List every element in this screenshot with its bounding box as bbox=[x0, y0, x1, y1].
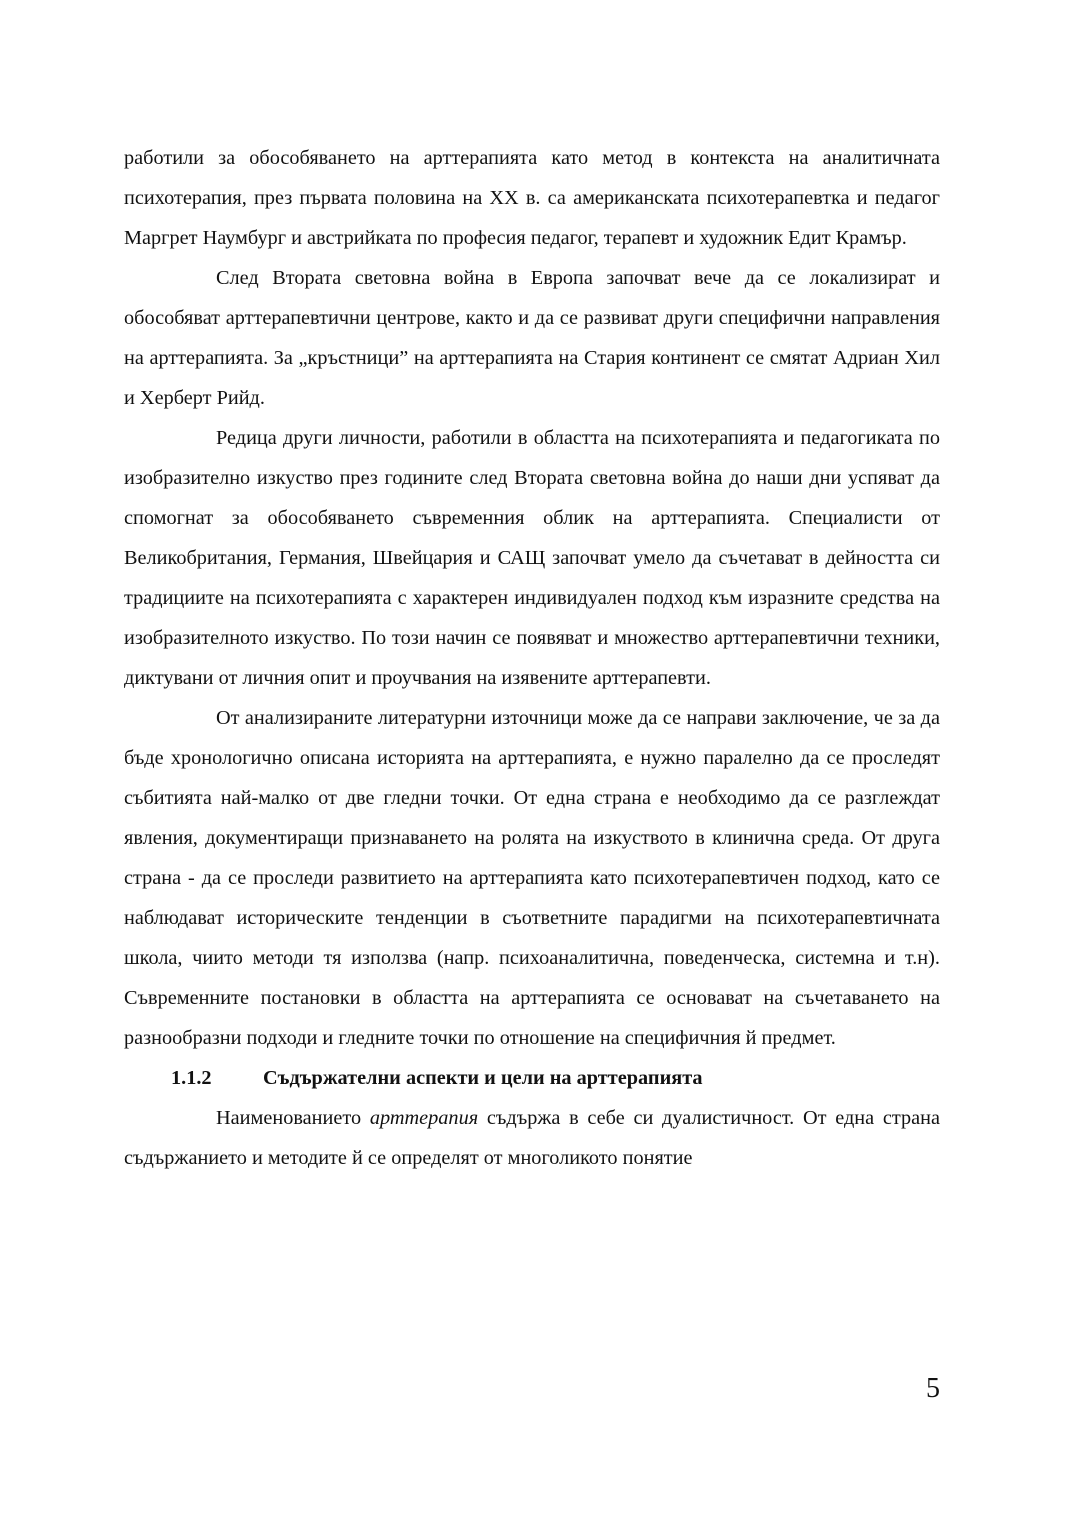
italic-term: арттерапия bbox=[369, 1107, 479, 1129]
section-heading bbox=[124, 1058, 940, 1098]
page-number: 5 bbox=[926, 1373, 940, 1404]
paragraph-naumburg-kramer: работили за обособяването на арттерапията като метод в контекста на аналитичната психотерапия, през първата половина на XX в. са американската психотерапевтка и педагог Маргрет Наумбург и австрийката по професия педагог, терапевт и художник Едит Крамър. bbox=[124, 147, 940, 249]
paragraph-term-arttherapy bbox=[124, 1098, 940, 1178]
paragraph-literature-conclusion: От анализираните литературни източници може да се направи заключение, че за да бъде хронологично описана историята на арттерапията, е нужно паралелно да се проследят събитията най-малко от две гледни точки. От една страна е необходимо да се разглеждат явления, документиращи признаването на ролята на изкуството в клинична среда. От друга страна - да се проследи развитието на арттерапията като психотерапевтичен подход, като се наблюдават историческите тенденции в съответните парадигми на психотерапевтичната школа, чиито методи тя използва (напр. психоаналитична, поведенческа, системна и т.н). Съвременните постановки в областта на арттерапията се основават на съчетаването на разнообразни подходи и гледните точки по отношение на специфичния й предмет. bbox=[124, 707, 940, 1049]
section-title: Съдържателни аспекти и цели на арттерапията bbox=[263, 1067, 703, 1089]
document-body bbox=[124, 138, 940, 1178]
paragraph-text-end: съдържа в себе си дуалистичност. От една страна съдържанието и методите й се определят от многоликото понятие bbox=[124, 1107, 940, 1169]
section-number: 1.1.2 bbox=[171, 1067, 212, 1089]
paragraph-post-war-europe: След Втората световна война в Европа започват вече да се локализират и обособяват арттерапевтични центрове, както и да се развиват други специфични направления на арттерапията. За „кръстници” на арттерапията на Стария континент се смятат Адриан Хил и Херберт Рийд. bbox=[124, 267, 940, 409]
paragraph-other-personalities: Редица други личности, работили в областта на психотерапията и педагогиката по изобразително изкуство през годините след Втората световна война до наши дни успяват да спомогнат за обособяването съвременния облик на арттерапията. Специалисти от Великобритания, Германия, Швейцария и САЩ започват умело да съчетават в дейността си традициите на психотерапията с характерен индивидуален подход към изразните средства на изобразителното изкуство. По този начин се появяват и множество арттерапевтични техники, диктувани от личния опит и проучвания на изявените арттерапевти. bbox=[124, 427, 940, 689]
paragraph-text-start: Наименованието bbox=[216, 1107, 370, 1129]
